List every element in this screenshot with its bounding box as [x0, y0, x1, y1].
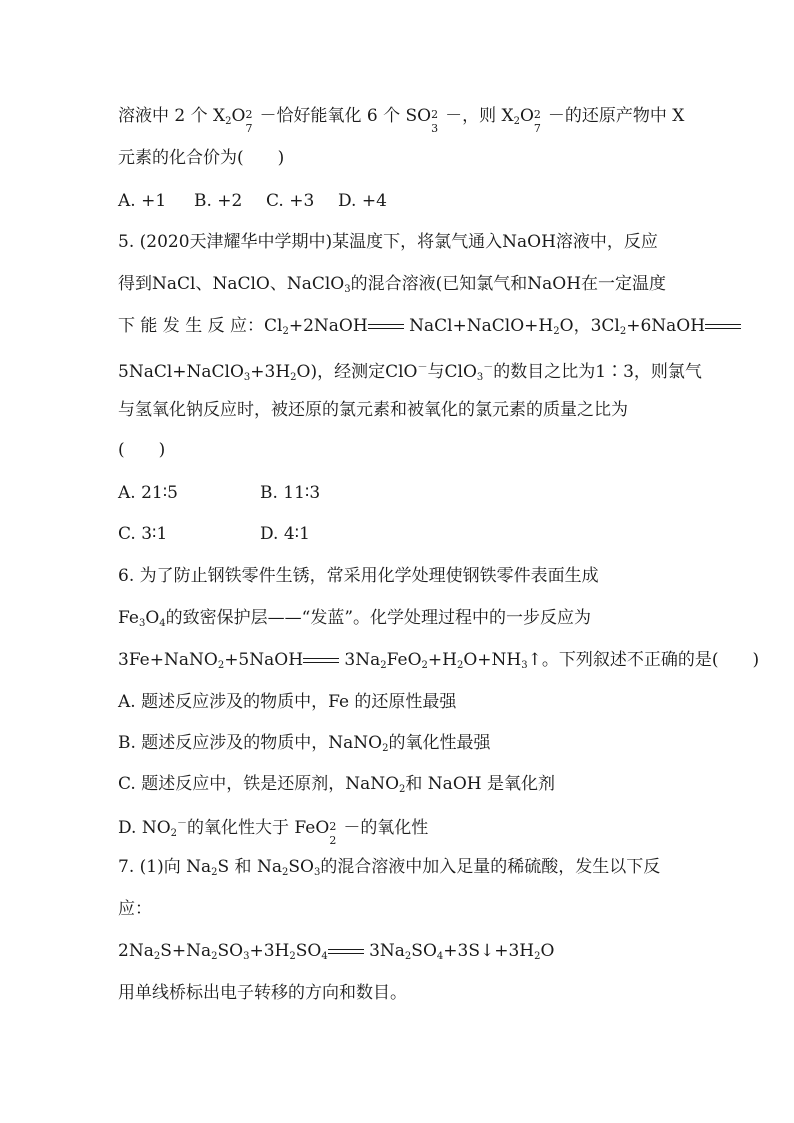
q6-option-d: D. $NO_2^-$的氧化性大于 FeO 2 2 －的氧化性	[118, 818, 429, 847]
q4-text-line-2: 元素的化合价为( )	[118, 148, 285, 168]
option-a: A. +1	[118, 191, 167, 211]
q7-line-1: 7. (1)向 $Na_2S$ 和 $Na_2SO_3$的混合溶液中加入足量的稀硫酸，发生以下反	[118, 857, 661, 878]
q5-line-5: 与氢氧化钠反应时，被还原的氯元素和被氧化的氯元素的质量之比为	[118, 400, 628, 420]
option-a: A. 21∶5	[118, 483, 178, 503]
q5-line-2: 得到NaCl、NaClO、NaClO$_3$的混合溶液(已知氯气和NaOH在一定温度	[118, 274, 667, 295]
q6-option-a: A. 题述反应涉及的物质中，Fe 的还原性最强	[118, 692, 457, 712]
q6-line-2: $Fe_3O_4$的致密保护层——“发蓝”。化学处理过程中的一步反应为	[118, 608, 592, 629]
q6-line-1: 6. 为了防止钢铁零件生锈，常采用化学处理使钢铁零件表面生成	[118, 566, 599, 586]
equals-sign-icon	[368, 322, 404, 332]
q7-equation: $2Na_2S+Na_2SO_3+3H_2SO_4$ $3Na_2SO_4+3S↓+3H_2O$	[118, 941, 555, 962]
ion-charge-stack: 2 7	[533, 107, 541, 135]
equals-sign-icon	[705, 322, 741, 332]
q6-option-c: C. 题述反应中，铁是还原剂，NaNO$_2$和 NaOH 是氧化剂	[118, 774, 555, 795]
q4-text-line-1: 溶液中 2 个 $X_2O$ 2 7 －恰好能氧化 6 个 SO 2 3 －，则 $X_2O$ 2 7 －的还原产物中 X	[118, 106, 685, 135]
option-b: B. +2	[194, 191, 243, 211]
q6-option-b: B. 题述反应涉及的物质中，NaNO$_2$的氧化性最强	[118, 733, 491, 754]
q7-instruction: 用单线桥标出电子转移的方向和数目。	[118, 983, 407, 1003]
option-d: D. 4∶1	[260, 524, 310, 544]
option-c: C. +3	[266, 191, 315, 211]
q7-line-2: 应：	[118, 899, 152, 919]
q5-line-4: $5NaCl+NaClO_3+3H_2O$)，经测定ClO－与ClO$_3$－的数目之比为1∶3，则氯气	[118, 362, 702, 383]
ion-charge-stack: 2 2	[329, 819, 337, 847]
q5-line-1: 5. (2020天津耀华中学期中)某温度下，将氯气通入NaOH溶液中，反应	[118, 232, 658, 252]
ion-charge-stack: 2 3	[431, 107, 439, 135]
q5-line-6: ( )	[118, 440, 166, 460]
option-b: B. 11∶3	[260, 483, 321, 503]
equals-sign-icon	[303, 656, 339, 666]
q5-line-3: 下 能 发 生 反 应：$Cl_2+2NaOH$ $NaCl+NaClO+H_2O$，$3Cl_2+6NaOH$	[118, 314, 676, 344]
option-d: D. +4	[338, 191, 387, 211]
equals-sign-icon	[328, 947, 364, 957]
q5-options-row-1	[118, 481, 676, 505]
q5-options-row-2	[118, 522, 676, 546]
option-c: C. 3∶1	[118, 524, 168, 544]
q6-line-3: 3Fe+NaNO$_2$+5NaOH $3Na_2FeO_2+H_2O+NH_3↑$。下列叙述不正确的是( )	[118, 650, 760, 671]
ion-charge-stack: 2 7	[245, 107, 253, 135]
q4-options	[118, 189, 676, 213]
